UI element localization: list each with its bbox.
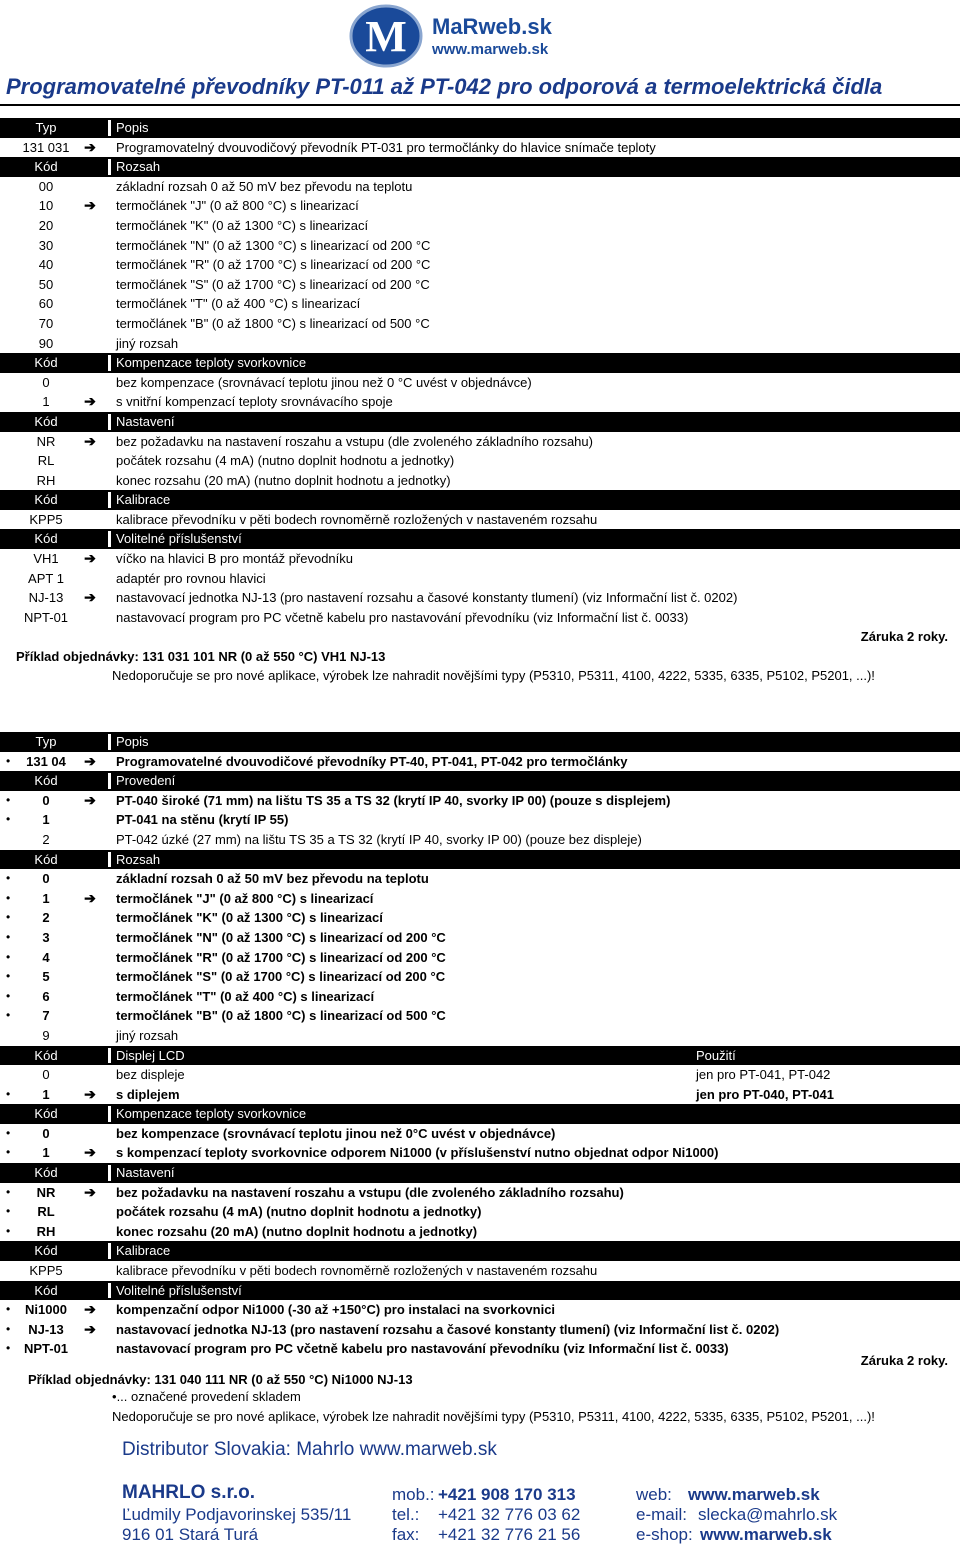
table-row: [0, 294, 960, 314]
table-row: [0, 830, 960, 850]
row-code: Kód: [34, 851, 58, 867]
table-header-row: [0, 157, 960, 177]
table-header-row: [0, 353, 960, 373]
row-code: 6: [42, 988, 50, 1004]
replacement-note-1: Nedoporučuje se pro nové aplikace, výrobek lze nahradit novějšími typy (P5310, P5311, 4100, 4222, 5335, 6335, P5102, P5201, ...)!: [112, 668, 875, 683]
row-code: 1: [42, 1145, 50, 1161]
table-header-row: [0, 1046, 960, 1066]
table-row: [0, 810, 960, 830]
row-description: Kalibrace: [116, 492, 171, 508]
row-description: termočlánek "N" (0 až 1300 °C) s linearizací od 200 °C: [116, 929, 446, 945]
row-code: Kód: [34, 531, 58, 547]
row-description: Kompenzace teploty svorkovnice: [116, 1106, 307, 1122]
web-label: web:: [636, 1485, 672, 1504]
row-description: bez požadavku na nastavení roszahu a vstupu (dle zvoleného základního rozsahu): [116, 433, 593, 449]
row-description: nastavovací jednotka NJ-13 (pro nastavení rozsahu a časové konstanty tlumení) (viz Informační list č. 0202): [116, 1321, 780, 1337]
row-description: Programovatelné dvouvodičové převodníky PT-40, PT-041, PT-042 pro termočlánky: [116, 753, 628, 769]
bullet-icon: •: [6, 929, 11, 944]
table-row: [0, 1065, 960, 1085]
row-code: 2: [42, 831, 50, 847]
table-row: [0, 471, 960, 491]
row-code: 20: [38, 217, 54, 233]
company-city: 916 01 Stará Turá: [122, 1525, 259, 1544]
row-description: bez displeje: [116, 1067, 185, 1083]
table-row: [0, 138, 960, 158]
row-code: RH: [36, 1223, 56, 1239]
bullet-icon: •: [6, 1341, 11, 1356]
table-header-row: [0, 412, 960, 432]
row-code: 40: [38, 257, 54, 273]
bullet-icon: •: [6, 753, 11, 768]
row-code: 90: [38, 335, 54, 351]
table-row: [0, 510, 960, 530]
row-description: Rozsah: [116, 851, 161, 867]
row-code: NR: [36, 1184, 56, 1200]
table-header-row: [0, 1163, 960, 1183]
table-row: [0, 314, 960, 334]
bullet-icon: •: [6, 910, 11, 925]
row-description: kalibrace převodníku v pěti bodech rovnoměrně rozložených v nastaveném rozsahu: [116, 1263, 598, 1279]
row-code: 131 031: [22, 139, 70, 155]
row-code: 5: [42, 969, 50, 985]
row-description: s vnitřní kompenzací teploty srovnávacího spoje: [116, 394, 393, 410]
row-usage: Použití: [696, 1047, 736, 1063]
row-code: 131 04: [26, 753, 66, 769]
row-description: termočlánek "B" (0 až 1800 °C) s linearizací od 500 °C: [116, 315, 430, 331]
row-code: 70: [38, 315, 54, 331]
row-description: základní rozsah 0 až 50 mV bez převodu na teplotu: [116, 178, 413, 194]
row-description: bez kompenzace (srovnávací teplotu jinou než 0°C uvést v objednávce): [116, 1125, 556, 1141]
table-row: [0, 1124, 960, 1144]
table-header-row: [0, 118, 960, 138]
page-title: Programovatelné převodníky PT-011 až PT-042 pro odporová a termoelektrická čidla: [6, 74, 883, 99]
row-code: VH1: [33, 551, 59, 567]
table-row: [0, 908, 960, 928]
row-code: KPP5: [29, 511, 63, 527]
row-code: 1: [42, 1086, 50, 1102]
row-code: Ni1000: [25, 1302, 67, 1318]
table-row: [0, 1222, 960, 1242]
row-code: Kód: [34, 1165, 58, 1181]
row-code: 7: [42, 1008, 50, 1024]
table-row: [0, 1339, 960, 1359]
table-row: [0, 1320, 960, 1340]
row-description: Provedení: [116, 773, 176, 789]
row-description: termočlánek "K" (0 až 1300 °C) s linearizací: [116, 910, 383, 926]
row-description: základní rozsah 0 až 50 mV bez převodu na teplotu: [116, 871, 429, 887]
order-example-2: Příklad objednávky: 131 040 111 NR (0 až 550 °C) Ni1000 NJ-13: [28, 1372, 413, 1387]
row-code: 0: [42, 871, 50, 887]
row-description: jiný rozsah: [116, 1027, 179, 1043]
row-description: bez kompenzace (srovnávací teplotu jinou než 0 °C uvést v objednávce): [116, 374, 532, 390]
row-code: 60: [38, 296, 54, 312]
bullet-icon: •: [6, 949, 11, 964]
table-row: [0, 549, 960, 569]
arrow-right-icon: ➔: [84, 752, 96, 769]
table-row: [0, 392, 960, 412]
row-description: víčko na hlavici B pro montáž převodníku: [116, 551, 354, 567]
table-header-row: [0, 1104, 960, 1124]
row-code: 10: [38, 198, 54, 214]
table-row: [0, 608, 960, 628]
row-code: Kód: [34, 355, 58, 371]
row-code: Kód: [34, 159, 58, 175]
table-row: [0, 588, 960, 608]
row-code: Kód: [34, 773, 58, 789]
bullet-icon: •: [6, 871, 11, 886]
row-description: Volitelné příslušenství: [116, 1282, 242, 1298]
bullet-icon: •: [6, 792, 11, 807]
row-code: 2: [42, 910, 50, 926]
row-code: Kód: [34, 413, 58, 429]
bullet-icon: •: [6, 890, 11, 905]
row-code: 0: [42, 1125, 50, 1141]
table-header-row: [0, 732, 960, 752]
table-row: [0, 948, 960, 968]
arrow-right-icon: ➔: [84, 138, 96, 155]
bullet-icon: •: [6, 1204, 11, 1219]
arrow-right-icon: ➔: [84, 1085, 96, 1102]
row-code: 0: [42, 792, 50, 808]
product-table-pt040: [0, 732, 960, 1359]
row-code: APT 1: [28, 570, 64, 586]
table-row: [0, 432, 960, 452]
row-description: Nastavení: [116, 413, 175, 429]
table-row: [0, 196, 960, 216]
row-description: Rozsah: [116, 159, 161, 175]
tel-label: tel.:: [392, 1505, 420, 1524]
row-code: NPT-01: [23, 1341, 69, 1357]
table-row: [0, 869, 960, 889]
table-row: [0, 967, 960, 987]
row-description: kompenzační odpor Ni1000 (-30 až +150°C) pro instalaci na svorkovnici: [116, 1302, 556, 1318]
table-row: [0, 255, 960, 275]
row-description: termočlánek "J" (0 až 800 °C) s linearizací: [116, 198, 359, 214]
bullet-icon: •: [6, 812, 11, 827]
bullet-icon: •: [6, 1184, 11, 1199]
row-code: Kód: [34, 1243, 58, 1259]
row-description: termočlánek "B" (0 až 1800 °C) s linearizací od 500 °C: [116, 1008, 446, 1024]
row-code: NR: [36, 433, 56, 449]
warranty-text-2: Záruka 2 roky.: [860, 1353, 948, 1368]
table-row: [0, 334, 960, 354]
row-description: Popis: [116, 120, 149, 135]
arrow-right-icon: ➔: [84, 791, 96, 808]
title-divider: [0, 104, 960, 106]
bullet-icon: •: [6, 1086, 11, 1101]
row-code: RL: [37, 1204, 55, 1220]
table-row: [0, 236, 960, 256]
row-code: RH: [36, 472, 56, 488]
table-row: [0, 1261, 960, 1281]
row-description: PT-042 úzké (27 mm) na lištu TS 35 a TS 32 (krytí IP 40, svorky IP 00) (pouze bez displeje): [116, 831, 642, 847]
web-link[interactable]: www.marweb.sk: [688, 1485, 820, 1504]
row-description: PT-041 na stěnu (krytí IP 55): [116, 812, 289, 828]
arrow-right-icon: ➔: [84, 197, 96, 214]
company-street: Ľudmily Podjavorinskej 535/11: [122, 1505, 352, 1524]
table-row: [0, 216, 960, 236]
table-row: [0, 1183, 960, 1203]
order-example-1: Příklad objednávky: 131 031 101 NR (0 až 550 °C) VH1 NJ-13: [16, 649, 386, 664]
row-code: Kód: [34, 1047, 58, 1063]
company-name: MAHRLO s.r.o.: [122, 1482, 256, 1503]
row-code: 0: [42, 1067, 50, 1083]
table-row: [0, 1006, 960, 1026]
row-description: Volitelné příslušenství: [116, 531, 242, 547]
row-description: nastavovací jednotka NJ-13 (pro nastavení rozsahu a časové konstanty tlumení) (viz Informační list č. 0202): [116, 590, 738, 606]
mob-label: mob.:: [392, 1485, 435, 1504]
table-header-row: [0, 771, 960, 791]
email-link[interactable]: slecka@mahrlo.sk: [698, 1505, 838, 1524]
table-header-row: [0, 529, 960, 549]
row-usage: jen pro PT-040, PT-041: [696, 1086, 834, 1102]
row-code: 00: [38, 178, 54, 194]
row-description: s diplejem: [116, 1086, 180, 1102]
table-row: [0, 373, 960, 393]
distributor-line: Distributor Slovakia: Mahrlo www.marweb.sk: [122, 1439, 497, 1460]
row-description: termočlánek "J" (0 až 800 °C) s linearizací: [116, 890, 374, 906]
arrow-right-icon: ➔: [84, 889, 96, 906]
table-header-row: [0, 1241, 960, 1261]
svg-text:M: M: [365, 12, 407, 61]
arrow-right-icon: ➔: [84, 1301, 96, 1318]
row-description: počátek rozsahu (4 mA) (nutno doplnit hodnotu a jednotky): [116, 1204, 482, 1220]
product-table-pt031: [0, 118, 960, 627]
row-description: Displej LCD: [116, 1047, 185, 1063]
arrow-right-icon: ➔: [84, 432, 96, 449]
fax-label: fax:: [392, 1525, 420, 1544]
mob-number: +421 908 170 313: [438, 1485, 576, 1504]
row-description: Nastavení: [116, 1165, 175, 1181]
table-header-row: [0, 850, 960, 870]
fax-number: +421 32 776 21 56: [438, 1525, 581, 1544]
bullet-icon: •: [6, 1008, 11, 1023]
row-description: Kalibrace: [116, 1243, 171, 1259]
row-code: RL: [37, 453, 55, 469]
row-code: KPP5: [29, 1263, 63, 1279]
row-description: termočlánek "K" (0 až 1300 °C) s linearizací: [116, 217, 369, 233]
warranty-text-1: Záruka 2 roky.: [860, 629, 948, 644]
row-code: 1: [42, 890, 50, 906]
row-description: termočlánek "S" (0 až 1700 °C) s linearizací od 200 °C: [116, 276, 430, 292]
brand-url[interactable]: www.marweb.sk: [432, 41, 549, 58]
table-row: [0, 987, 960, 1007]
table-row: [0, 451, 960, 471]
table-row: [0, 1202, 960, 1222]
row-code: 4: [42, 949, 50, 965]
row-description: termočlánek "T" (0 až 400 °C) s linearizací: [116, 988, 375, 1004]
row-code: Kód: [34, 1106, 58, 1122]
row-code: Typ: [35, 120, 57, 135]
tel-number: +421 32 776 03 62: [438, 1505, 581, 1524]
stock-note: •... označené provedení skladem: [112, 1389, 301, 1404]
replacement-note-2: Nedoporučuje se pro nové aplikace, výrobek lze nahradit novějšími typy (P5310, P5311, 4100, 4222, 5335, 6335, P5102, P5201, ...)!: [112, 1409, 875, 1424]
row-code: 3: [42, 929, 50, 945]
bullet-icon: •: [112, 1389, 117, 1404]
arrow-right-icon: ➔: [84, 1183, 96, 1200]
table-row: [0, 1026, 960, 1046]
row-code: 1: [42, 394, 50, 410]
row-code: NPT-01: [23, 609, 69, 625]
row-description: s kompenzací teploty svorkovnice odporem Ni1000 (v příslušenství nutno objednat odpor Ni1000): [116, 1145, 719, 1161]
row-code: NJ-13: [28, 590, 64, 606]
table-row: [0, 275, 960, 295]
row-code: 1: [42, 812, 50, 828]
email-label: e-mail:: [636, 1505, 688, 1524]
row-code: 0: [42, 374, 50, 390]
table-row: [0, 928, 960, 948]
row-description: termočlánek "T" (0 až 400 °C) s linearizací: [116, 296, 361, 312]
table-row: [0, 791, 960, 811]
row-description: PT-040 široké (71 mm) na lištu TS 35 a TS 32 (krytí IP 40, svorky IP 00) (pouze s displejem): [116, 792, 671, 808]
bullet-icon: •: [6, 969, 11, 984]
row-code: Typ: [35, 734, 57, 749]
table-row: [0, 1085, 960, 1105]
row-code: 30: [38, 237, 54, 253]
bullet-icon: •: [6, 1125, 11, 1140]
table-header-row: [0, 1281, 960, 1301]
row-usage: jen pro PT-041, PT-042: [696, 1067, 831, 1083]
row-description: Kompenzace teploty svorkovnice: [116, 355, 307, 371]
row-description: termočlánek "R" (0 až 1700 °C) s linearizací od 200 °C: [116, 257, 431, 273]
arrow-right-icon: ➔: [84, 589, 96, 606]
bullet-icon: •: [6, 1145, 11, 1160]
table-row: [0, 889, 960, 909]
row-description: konec rozsahu (20 mA) (nutno doplnit hodnotu a jednotky): [116, 472, 451, 488]
arrow-right-icon: ➔: [84, 550, 96, 567]
row-description: konec rozsahu (20 mA) (nutno doplnit hodnotu a jednotky): [116, 1223, 478, 1239]
row-description: bez požadavku na nastavení roszahu a vstupu (dle zvoleného základního rozsahu): [116, 1184, 624, 1200]
row-code: Kód: [34, 1282, 58, 1298]
row-description: počátek rozsahu (4 mA) (nutno doplnit hodnotu a jednotky): [116, 453, 455, 469]
row-code: 9: [42, 1027, 50, 1043]
row-code: 50: [38, 276, 54, 292]
row-description: Popis: [116, 734, 149, 749]
eshop-label: e-shop:: [636, 1525, 693, 1544]
row-description: nastavovací program pro PC včetně kabelu pro nastavování převodníku (viz Informační list č. 0033): [116, 1341, 729, 1357]
brand-name: MaRweb.sk: [432, 14, 552, 39]
row-description: Programovatelný dvouvodičový převodník PT-031 pro termočlánky do hlavice snímače teploty: [116, 139, 656, 155]
row-description: termočlánek "N" (0 až 1300 °C) s linearizací od 200 °C: [116, 237, 431, 253]
row-description: adaptér pro rovnou hlavici: [116, 570, 266, 586]
row-description: nastavovací program pro PC včetně kabelu pro nastavování převodníku (viz Informační list č. 0033): [116, 609, 689, 625]
eshop-link[interactable]: www.marweb.sk: [700, 1525, 832, 1544]
arrow-right-icon: ➔: [84, 393, 96, 410]
table-row: [0, 752, 960, 772]
row-description: termočlánek "S" (0 až 1700 °C) s linearizací od 200 °C: [116, 969, 446, 985]
bullet-icon: •: [6, 1302, 11, 1317]
arrow-right-icon: ➔: [84, 1144, 96, 1161]
arrow-right-icon: ➔: [84, 1320, 96, 1337]
row-description: jiný rozsah: [116, 335, 179, 351]
bullet-icon: •: [6, 988, 11, 1003]
logo: [349, 4, 423, 68]
row-code: NJ-13: [28, 1321, 64, 1337]
table-row: [0, 1143, 960, 1163]
table-header-row: [0, 490, 960, 510]
row-description: kalibrace převodníku v pěti bodech rovnoměrně rozložených v nastaveném rozsahu: [116, 511, 598, 527]
table-row: [0, 1300, 960, 1320]
bullet-icon: •: [6, 1223, 11, 1238]
bullet-icon: •: [6, 1321, 11, 1336]
row-code: Kód: [34, 492, 58, 508]
row-description: termočlánek "R" (0 až 1700 °C) s linearizací od 200 °C: [116, 949, 446, 965]
table-row: [0, 569, 960, 589]
table-row: [0, 177, 960, 197]
